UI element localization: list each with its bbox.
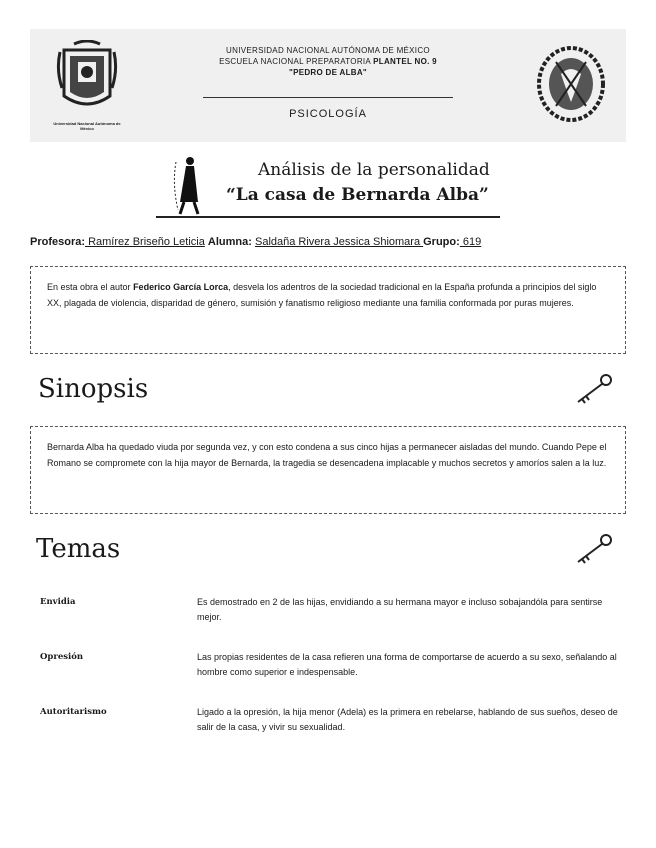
key-icon xyxy=(574,532,614,566)
credits-line xyxy=(30,236,481,248)
grupo-label: Grupo: xyxy=(423,236,460,248)
grupo-value: 619 xyxy=(459,236,482,248)
school-plantel: PLANTEL NO. 9 xyxy=(373,57,437,66)
university-name: UNIVERSIDAD NACIONAL AUTÓNOMA DE MÉXICO xyxy=(226,46,430,55)
sinopsis-text: Bernarda Alba ha quedado viuda por segunda vez, y con esto condena a sus cinco hijas a permanecer aisladas del mundo. Cuando Pepe el Romano se compromete con la hija mayor de Bernarda, la tragedia se desencadena implacable y muchos secretos y amoríos salen a la luz. xyxy=(47,442,607,468)
sinopsis-heading: Sinopsis xyxy=(38,374,149,404)
sinopsis-box xyxy=(30,426,626,514)
temas-heading: Temas xyxy=(36,534,121,564)
intro-box xyxy=(30,266,626,354)
header-banner xyxy=(30,29,626,142)
institution-heading xyxy=(190,45,466,78)
key-icon xyxy=(574,372,614,406)
subject-name: PSICOLOGÍA xyxy=(289,108,367,120)
school-name: "PEDRO DE ALBA" xyxy=(288,68,367,77)
intro-after: , desvela los adentros de la sociedad tradicional en la España profunda a principios del siglo XX, plagada de violencia, disparidad de género, sumisión y fanatismo religioso mediante una familia conformada por puras mujeres. xyxy=(47,282,597,308)
title-line-2: “La casa de Bernarda Alba” xyxy=(226,185,489,205)
unam-shield-logo-icon xyxy=(56,40,118,132)
school-prefix: ESCUELA NACIONAL PREPARATORIA xyxy=(219,57,374,66)
intro-author: Federico García Lorca xyxy=(133,282,229,292)
theme-name: Autoritarismo xyxy=(40,707,107,717)
theme-name: Envidia xyxy=(40,597,76,607)
alumna-value: Saldaña Rivera Jessica Shiomara xyxy=(254,236,424,248)
document-title-block xyxy=(156,152,500,220)
title-line-1: Análisis de la personalidad xyxy=(258,160,490,180)
walking-figure-icon xyxy=(170,154,204,216)
theme-description: Las propias residentes de la casa refieren una forma de comportarse de acuerdo a su sexo, señalando al hombre como superior e indespensable. xyxy=(197,652,617,677)
title-underline xyxy=(156,216,500,218)
profesora-label: Profesora: xyxy=(30,236,86,248)
enp-seal-logo-icon xyxy=(536,44,606,124)
theme-description: Ligado a la opresión, la hija menor (Adela) es la primera en rebelarse, hablando de sus sueños, deseo de salir de la casa, y vivir su sexualidad. xyxy=(197,707,618,732)
intro-before: En esta obra el autor xyxy=(47,282,134,292)
alumna-label: Alumna: xyxy=(207,236,252,248)
school-line xyxy=(190,56,466,67)
header-divider xyxy=(203,97,453,98)
left-logo-caption: Universidad Nacional Autónoma de México xyxy=(53,121,121,131)
theme-description: Es demostrado en 2 de las hijas, envidiando a su hermana mayor e incluso sobajandóla para sentirse mejor. xyxy=(197,597,603,622)
theme-name: Opresión xyxy=(40,652,84,662)
profesora-value: Ramírez Briseño Leticia xyxy=(85,236,205,248)
